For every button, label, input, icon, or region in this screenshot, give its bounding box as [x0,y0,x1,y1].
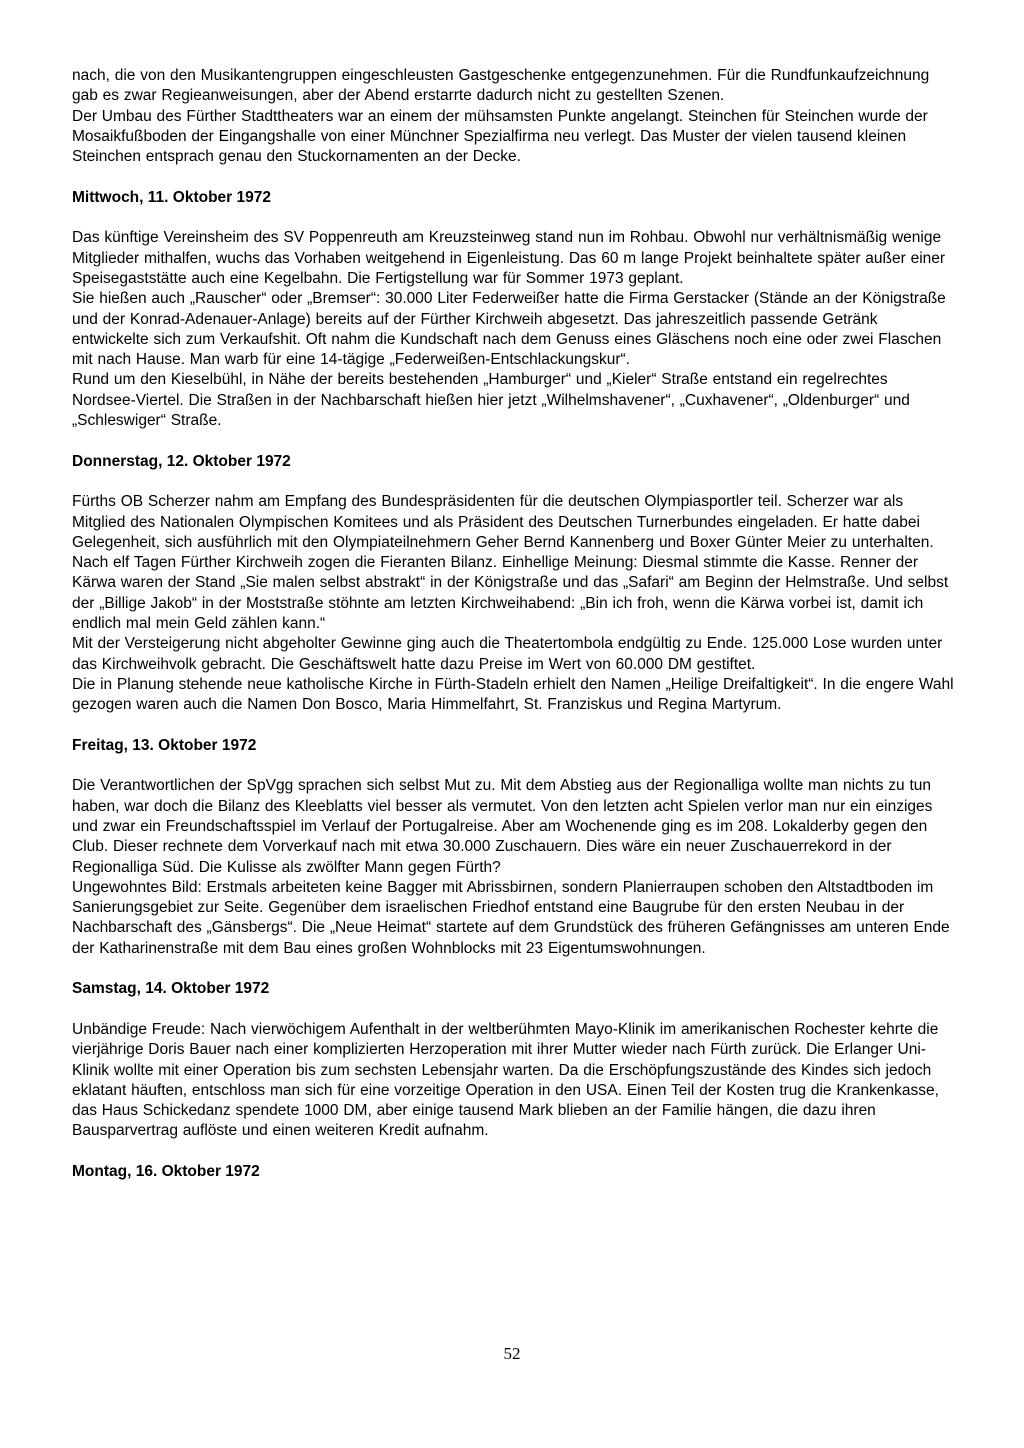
chronicle-section [72,452,956,716]
day-heading: Montag, 16. Oktober 1972 [72,1163,260,1181]
body-paragraph: Ungewohntes Bild: Erstmals arbeiteten keine Bagger mit Abrissbirnen, sondern Planierraupen schoben den Altstadtboden im Sanierungsgebiet zur Seite. Gegenüber dem israelischen Friedhof entstand eine Baugrube für den ersten Neubau in der Nachbarschaft des „Gänsbergs“. Die „Neue Heimat“ startete auf dem Grundstück des früheren Gefängnisses am unteren Ende der Katharinenstraße mit dem Bau eines großen Wohnblocks mit 23 Eigentumswohnungen. [72,878,950,957]
chronicle-section [72,979,956,1141]
body-paragraph: Der Umbau des Fürther Stadttheaters war an einem der mühsamsten Punkte angelangt. Steinchen für Steinchen wurde der Mosaikfußboden der Eingangshalle von einer Münchner Spezialfirma neu verlegt. Das Muster der vielen tausend kleinen Steinchen entsprach genau den Stuckornamenten an der Decke. [72,107,928,166]
chronicle-section [72,66,956,167]
chronicle-section [72,188,956,432]
page-number: 52 [503,1343,521,1363]
day-heading: Freitag, 13. Oktober 1972 [72,736,257,754]
document-body [72,66,956,1203]
day-heading: Donnerstag, 12. Oktober 1972 [72,452,291,470]
body-paragraph: Die Verantwortlichen der SpVgg sprachen sich selbst Mut zu. Mit dem Abstieg aus der Regionalliga wollte man nichts zu tun haben, war doch die Bilanz des Kleeblatts viel besser als vermutet. Von den letzten acht Spielen verlor man nur ein einziges und zwar ein Freundschaftsspiel im Verlauf der Portugalreise. Aber am Wochenende ging es im 208. Lokalderby gegen den Club. Dieser rechnete dem Vorverkauf nach mit etwa 30.000 Zuschauern. Dies wäre ein neuer Zuschauerrekord in der Regionalliga Süd. Die Kulisse als zwölfter Mann gegen Fürth? [72,777,933,876]
body-paragraph: Mit der Versteigerung nicht abgeholter Gewinne ging auch die Theatertombola endgültig zu Ende. 125.000 Lose wurden unter das Kirchweihvolk gebracht. Die Geschäftswelt hatte dazu Preise im Wert von 60.000 DM gestiftet. [72,635,943,673]
chronicle-section [72,1162,956,1182]
body-paragraph: Nach elf Tagen Fürther Kirchweih zogen die Fieranten Bilanz. Einhellige Meinung: Diesmal stimmte die Kasse. Renner der Kärwa waren der Stand „Sie malen selbst abstrakt“ in der Königstraße und das „Safari“ am Beginn der Helmstraße. Und selbst der „Billige Jakob“ in der Moststraße stöhnte am letzten Kirchweihabend: „Bin ich froh, wenn die Kärwa vorbei ist, damit ich endlich mal mein Geld zählen kann.“ [72,554,949,633]
body-paragraph: Fürths OB Scherzer nahm am Empfang des Bundespräsidenten für die deutschen Olympiasportler teil. Scherzer war als Mitglied des Nationalen Olympischen Komitees und als Präsident des Deutschen Turnerbundes eingeladen. Er hatte dabei Gelegenheit, sich ausführlich mit den Olympiateilnehmern Geher Bernd Kannenberg und Boxer Günter Meier zu unterhalten. [72,493,934,551]
body-paragraph: Die in Planung stehende neue katholische Kirche in Fürth-Stadeln erhielt den Namen „Heilige Dreifaltigkeit“. In die engere Wahl gezogen waren auch die Namen Don Bosco, Maria Himmelfahrt, St. Franziskus und Regina Martyrum. [72,675,954,714]
chronicle-section [72,736,956,959]
day-heading: Samstag, 14. Oktober 1972 [72,980,270,998]
body-paragraph: Sie hießen auch „Rauscher“ oder „Bremser“: 30.000 Liter Federweißer hatte die Firma Gerstacker (Stände an der Königstraße und der Konrad-Adenauer-Anlage) bereits auf der Fürther Kirchweih abgesetzt. Das jahreszeitlich passende Getränk entwickelte sich zum Verkaufshit. Oft nahm die Kundschaft nach dem Genuss eines Gläschens noch eine oder zwei Flaschen mit nach Hause. Man warb für eine 14-tägige „Federweißen-Entschlackungskur“. [72,290,946,369]
body-paragraph: nach, die von den Musikantengruppen eingeschleusten Gastgeschenke entgegenzunehmen. Für die Rundfunkaufzeichnung gab es zwar Regieanweisungen, aber der Abend erstarrte dadurch nicht zu gestellten Szenen. [72,67,930,105]
day-heading: Mittwoch, 11. Oktober 1972 [72,188,271,206]
body-paragraph: Das künftige Vereinsheim des SV Poppenreuth am Kreuzsteinweg stand nun im Rohbau. Obwohl nur verhältnismäßig wenige Mitglieder mithalfen, wuchs das Vorhaben weitgehend in Eigenleistung. Das 60 m lange Projekt beinhaltete später außer einer Speisegaststätte auch eine Kegelbahn. Die Fertigstellung war für Sommer 1973 geplant. [72,229,946,287]
body-paragraph: Rund um den Kieselbühl, in Nähe der bereits bestehenden „Hamburger“ und „Kieler“ Straße entstand ein regelrechtes Nordsee-Viertel. Die Straßen in der Nachbarschaft hießen hier jetzt „Wilhelmshavener“, „Cuxhavener“, „Oldenburger“ und „Schleswiger“ Straße. [72,371,910,430]
body-paragraph: Unbändige Freude: Nach vierwöchigem Aufenthalt in der weltberühmten Mayo-Klinik im amerikanischen Rochester kehrte die vierjährige Doris Bauer nach einer komplizierten Herzoperation mit ihrer Mutter wieder nach Fürth zurück. Die Erlanger Uni-Klinik wollte mit einer Operation bis zum sechsten Lebensjahr warten. Da die Erschöpfungszustände des Kindes sich jedoch eklatant häuften, entschloss man sich für eine vorzeitige Operation in den USA. Einen Teil der Kosten trug die Krankenkasse, das Haus Schickedanz spendete 1000 DM, aber einige tausend Mark blieben an der Familie hängen, die dazu ihren Bausparvertrag auflöste und einen weiteren Kredit aufnahm. [72,1020,939,1140]
